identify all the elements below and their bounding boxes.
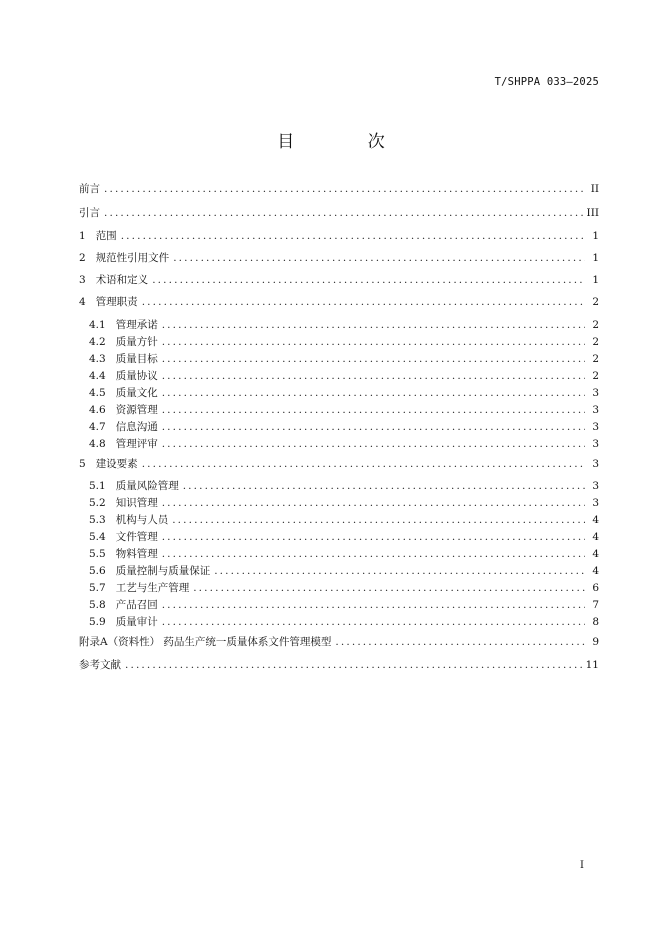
toc-dot-leader (104, 205, 583, 221)
toc-entry-label: 质量审计 (115, 616, 158, 628)
toc-dot-leader (125, 657, 582, 673)
toc-dot-leader (152, 272, 585, 288)
toc-dot-leader (183, 478, 585, 494)
toc-entry-page: 11 (585, 659, 599, 671)
toc-entry-number: 5.3 (89, 514, 106, 526)
toc-entry-page: III (586, 207, 599, 219)
toc-entry[interactable] (79, 205, 599, 221)
toc-entry-number: 5.7 (89, 582, 106, 594)
toc-entry-label: 质量目标 (115, 353, 158, 365)
toc-entry-number: 4.7 (89, 421, 106, 433)
toc-dot-leader (193, 580, 585, 596)
toc-entry[interactable] (89, 597, 599, 613)
toc-entry[interactable] (79, 272, 599, 288)
toc-entry-page: 4 (592, 531, 599, 543)
toc-dot-leader (335, 634, 585, 650)
toc-entry[interactable] (89, 614, 599, 630)
toc-entry-number: 2 (79, 252, 86, 264)
toc-entry-page: 7 (592, 599, 599, 611)
toc-entry-number: 5.1 (89, 480, 106, 492)
toc-entry-label: 物料管理 (115, 548, 158, 560)
toc-entry[interactable] (89, 368, 599, 384)
toc-entry-page: 3 (592, 404, 599, 416)
toc-entry[interactable] (89, 317, 599, 333)
toc-entry-page: 9 (592, 636, 599, 648)
toc-entry-number: 3 (79, 274, 86, 286)
toc-entry-number: 4.3 (89, 353, 106, 365)
toc-entry-label: 资源管理 (115, 404, 158, 416)
toc-entry-label: 参考文献 (79, 659, 121, 671)
toc-entry-number: 5.5 (89, 548, 106, 560)
toc-entry-page: 6 (592, 582, 599, 594)
toc-dot-leader (162, 614, 585, 630)
toc-entry-number: 4 (79, 296, 86, 308)
toc-entry[interactable] (89, 580, 599, 596)
toc-entry-number: 5.2 (89, 497, 106, 509)
toc-entry-page: 4 (592, 514, 599, 526)
toc-entry[interactable] (89, 512, 599, 528)
toc-entry[interactable] (79, 294, 599, 310)
toc-dot-leader (121, 228, 585, 244)
toc-entry-page: 2 (592, 319, 599, 331)
toc-entry-label: 产品召回 (115, 599, 158, 611)
toc-entry-page: 3 (592, 387, 599, 399)
toc-entry-page: 1 (592, 274, 599, 286)
toc-entry-page: 1 (592, 252, 599, 264)
toc-entry-label: 术语和定义 (95, 274, 149, 286)
toc-entry[interactable] (79, 634, 599, 650)
toc-entry-page: 3 (592, 497, 599, 509)
toc-entry-label: 管理评审 (115, 438, 158, 450)
toc-entry-page: 8 (592, 616, 599, 628)
toc-dot-leader (172, 512, 585, 528)
toc-entry-page: 3 (592, 458, 599, 470)
toc-entry-label: 文件管理 (115, 531, 158, 543)
toc-entry-label: 信息沟通 (115, 421, 158, 433)
toc-entry[interactable] (89, 385, 599, 401)
toc-entry-page: 2 (592, 296, 599, 308)
toc-dot-leader (173, 250, 585, 266)
toc-dot-leader (162, 402, 585, 418)
toc-entry-label: 前言 (79, 183, 100, 195)
toc-entry-label: 知识管理 (115, 497, 158, 509)
toc-entry-label: 质量风险管理 (115, 480, 179, 492)
toc-dot-leader (162, 368, 585, 384)
toc-entry-label: 质量控制与质量保证 (115, 565, 211, 577)
toc-entry[interactable] (79, 181, 599, 197)
toc-entry[interactable] (89, 495, 599, 511)
toc-entry-number: 1 (79, 230, 86, 242)
document-code: T/SHPPA 033—2025 (494, 76, 599, 88)
page-number: I (580, 860, 584, 871)
toc-entry-page: 2 (592, 336, 599, 348)
page-title: 目 次 (277, 132, 419, 152)
toc-entry-label: 质量协议 (115, 370, 158, 382)
toc-dot-leader (214, 563, 585, 579)
toc-entry-label: 范围 (95, 230, 117, 242)
toc-entry-number: 4.5 (89, 387, 106, 399)
toc-entry[interactable] (79, 228, 599, 244)
toc-entry[interactable] (89, 529, 599, 545)
toc-dot-leader (162, 546, 585, 562)
toc-entry-page: 3 (592, 421, 599, 433)
toc-dot-leader (162, 529, 585, 545)
toc-entry-label: 建设要素 (95, 458, 138, 470)
toc-dot-leader (142, 456, 585, 472)
toc-entry[interactable] (89, 351, 599, 367)
toc-entry-number: 4.8 (89, 438, 106, 450)
toc-entry-label: 引言 (79, 207, 100, 219)
toc-entry-number: 5.4 (89, 531, 106, 543)
toc-entry[interactable] (89, 402, 599, 418)
toc-entry[interactable] (89, 478, 599, 494)
toc-entry-number: 5.6 (89, 565, 106, 577)
toc-entry-label: 工艺与生产管理 (115, 582, 190, 594)
toc-entry-number: 5 (79, 458, 86, 470)
toc-entry-number: 4.6 (89, 404, 106, 416)
toc-dot-leader (162, 351, 585, 367)
toc-entry-label: 质量方针 (115, 336, 158, 348)
toc-entry-page: 4 (592, 565, 599, 577)
toc-entry-number: 4.1 (89, 319, 106, 331)
toc-dot-leader (162, 419, 585, 435)
toc-dot-leader (162, 436, 585, 452)
toc-entry-label: 管理职责 (95, 296, 138, 308)
toc-dot-leader (162, 495, 585, 511)
toc-entry[interactable] (79, 250, 599, 266)
toc-entry-page: 2 (592, 370, 599, 382)
toc-dot-leader (162, 334, 585, 350)
toc-dot-leader (142, 294, 585, 310)
toc-entry-number: 5.8 (89, 599, 106, 611)
toc-entry-label: 机构与人员 (115, 514, 169, 526)
toc-entry-number: 4.4 (89, 370, 106, 382)
toc-entry-page: 2 (592, 353, 599, 365)
toc-entry-page: 3 (592, 438, 599, 450)
toc-entry[interactable] (89, 563, 599, 579)
toc-entry[interactable] (79, 456, 599, 472)
toc-entry[interactable] (89, 546, 599, 562)
toc-dot-leader (104, 181, 585, 197)
toc-entry-number: 5.9 (89, 616, 106, 628)
toc-entry-page: 3 (592, 480, 599, 492)
toc-dot-leader (162, 385, 585, 401)
toc-entry-page: 1 (592, 230, 599, 242)
toc-entry-label: 管理承诺 (115, 319, 158, 331)
toc-entry[interactable] (89, 334, 599, 350)
toc-entry-label: 附录A（资料性） 药品生产统一质量体系文件管理模型 (79, 636, 332, 648)
toc-entry[interactable] (89, 419, 599, 435)
toc-entry-page: 4 (592, 548, 599, 560)
toc-dot-leader (162, 597, 585, 613)
toc-entry-label: 规范性引用文件 (95, 252, 170, 264)
toc-dot-leader (162, 317, 585, 333)
toc-entry-page: II (590, 183, 599, 195)
toc-entry-label: 质量文化 (115, 387, 158, 399)
toc-entry-number: 4.2 (89, 336, 106, 348)
toc-entry[interactable] (79, 657, 599, 673)
toc-entry[interactable] (89, 436, 599, 452)
